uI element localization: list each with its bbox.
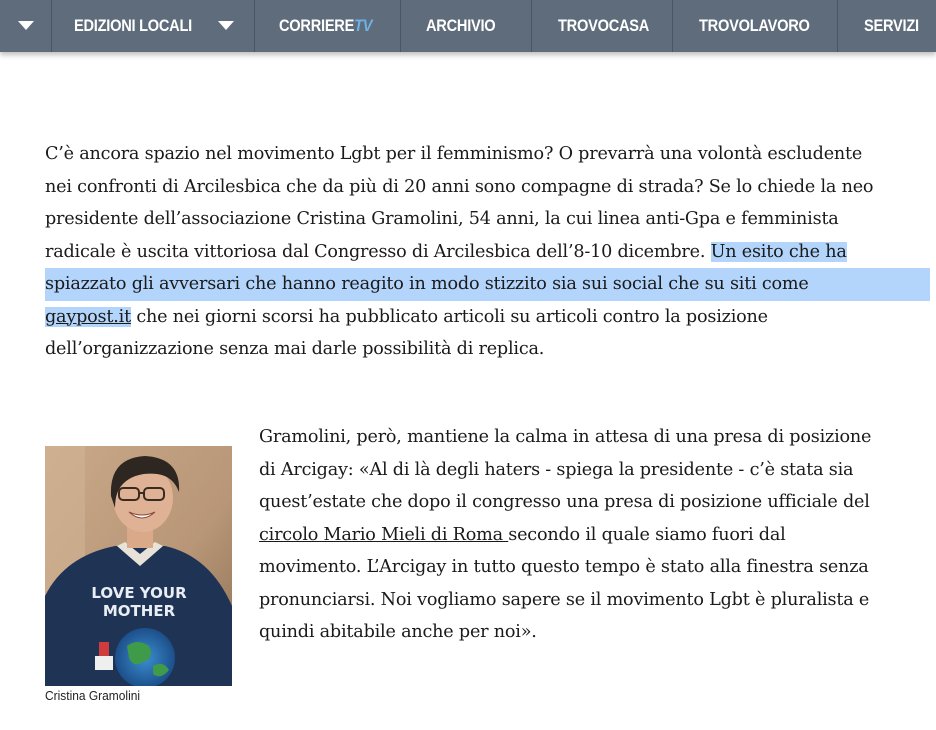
text-line: [45, 236, 915, 269]
text-segment: radicale è uscita vittoriosa dal Congresso di Arcilesbica dell’8-10 dicembre.: [45, 241, 711, 262]
article-paragraph-2: [259, 421, 909, 649]
top-navigation-bar: [0, 0, 936, 52]
corriere-tv-suffix: TV: [354, 16, 373, 35]
shirt-text-line-2: MOTHER: [102, 602, 176, 620]
portrait-image: [45, 446, 232, 686]
article-paragraph-1: [45, 138, 915, 366]
nav-servizi[interactable]: [838, 0, 936, 52]
nav-trovolavoro-label: TROVOLAVORO: [699, 16, 810, 35]
text-line: presidente dell’associazione Cristina Gramolini, 54 anni, la cui linea anti-Gpa e femminista: [45, 209, 839, 229]
photo-caption: Cristina Gramolini: [45, 688, 141, 703]
nav-servizi-label: SERVIZI: [864, 16, 919, 35]
caret-down-icon: [18, 21, 34, 31]
text-line: dell’organizzazione senza mai darle possibilità di replica.: [45, 339, 545, 359]
text-line: pronunciarsi. Noi vogliamo sapere se il movimento Lgbt è pluralista e: [259, 589, 870, 610]
corriere-tv-logo: [279, 16, 372, 36]
corriere-tv-prefix: CORRIERE: [279, 16, 355, 35]
text-line: [45, 301, 915, 334]
text-line: Gramolini, però, mantiene la calma in attesa di una presa di posizione: [259, 427, 872, 447]
nav-edizioni-locali-label: EDIZIONI LOCALI: [74, 16, 192, 35]
text-segment: secondo il quale siamo fuori dal: [508, 524, 786, 545]
nav-edizioni-locali[interactable]: [52, 0, 255, 52]
menu-toggle-button[interactable]: [0, 0, 52, 52]
nav-trovocasa-label: TROVOCASA: [558, 16, 650, 35]
text-line: quindi abitabile anche per noi».: [259, 622, 537, 642]
nav-corriere-tv[interactable]: [255, 0, 401, 52]
text-line: nei confronti di Arcilesbica che da più di 20 anni sono compagne di strada? Se lo chiede la neo: [45, 176, 874, 197]
article-photo: [45, 446, 232, 686]
text-line: C’è ancora spazio nel movimento Lgbt per il femminismo? O prevarrà una volontà escludente: [45, 144, 863, 164]
nav-trovocasa[interactable]: [532, 0, 673, 52]
text-line: quest’estate che dopo il congresso una presa di posizione ufficiale del: [259, 492, 870, 512]
mario-mieli-link[interactable]: circolo Mario Mieli di Roma: [259, 524, 509, 545]
text-line: movimento. L’Arcigay in tutto questo tempo è stato alla finestra senza: [259, 557, 869, 577]
nav-archivio[interactable]: [401, 0, 532, 52]
gaypost-link[interactable]: gaypost.it: [45, 306, 131, 327]
chevron-down-icon: [218, 21, 234, 31]
nav-trovolavoro[interactable]: [673, 0, 838, 52]
selected-text-line: spiazzato gli avversari che hanno reagito in modo stizzito sia sui social che su siti come: [45, 268, 930, 301]
nav-archivio-label: ARCHIVIO: [426, 16, 496, 35]
text-segment: che nei giorni scorsi ha pubblicato articoli su articoli contro la posizione: [130, 306, 768, 327]
text-line: [259, 519, 909, 552]
text-line: di Arcigay: «Al di là degli haters - spiega la presidente - c’è stata sia: [259, 459, 854, 480]
shirt-text-line-1: LOVE YOUR: [91, 584, 187, 602]
selected-text: Un esito che ha: [710, 241, 847, 262]
